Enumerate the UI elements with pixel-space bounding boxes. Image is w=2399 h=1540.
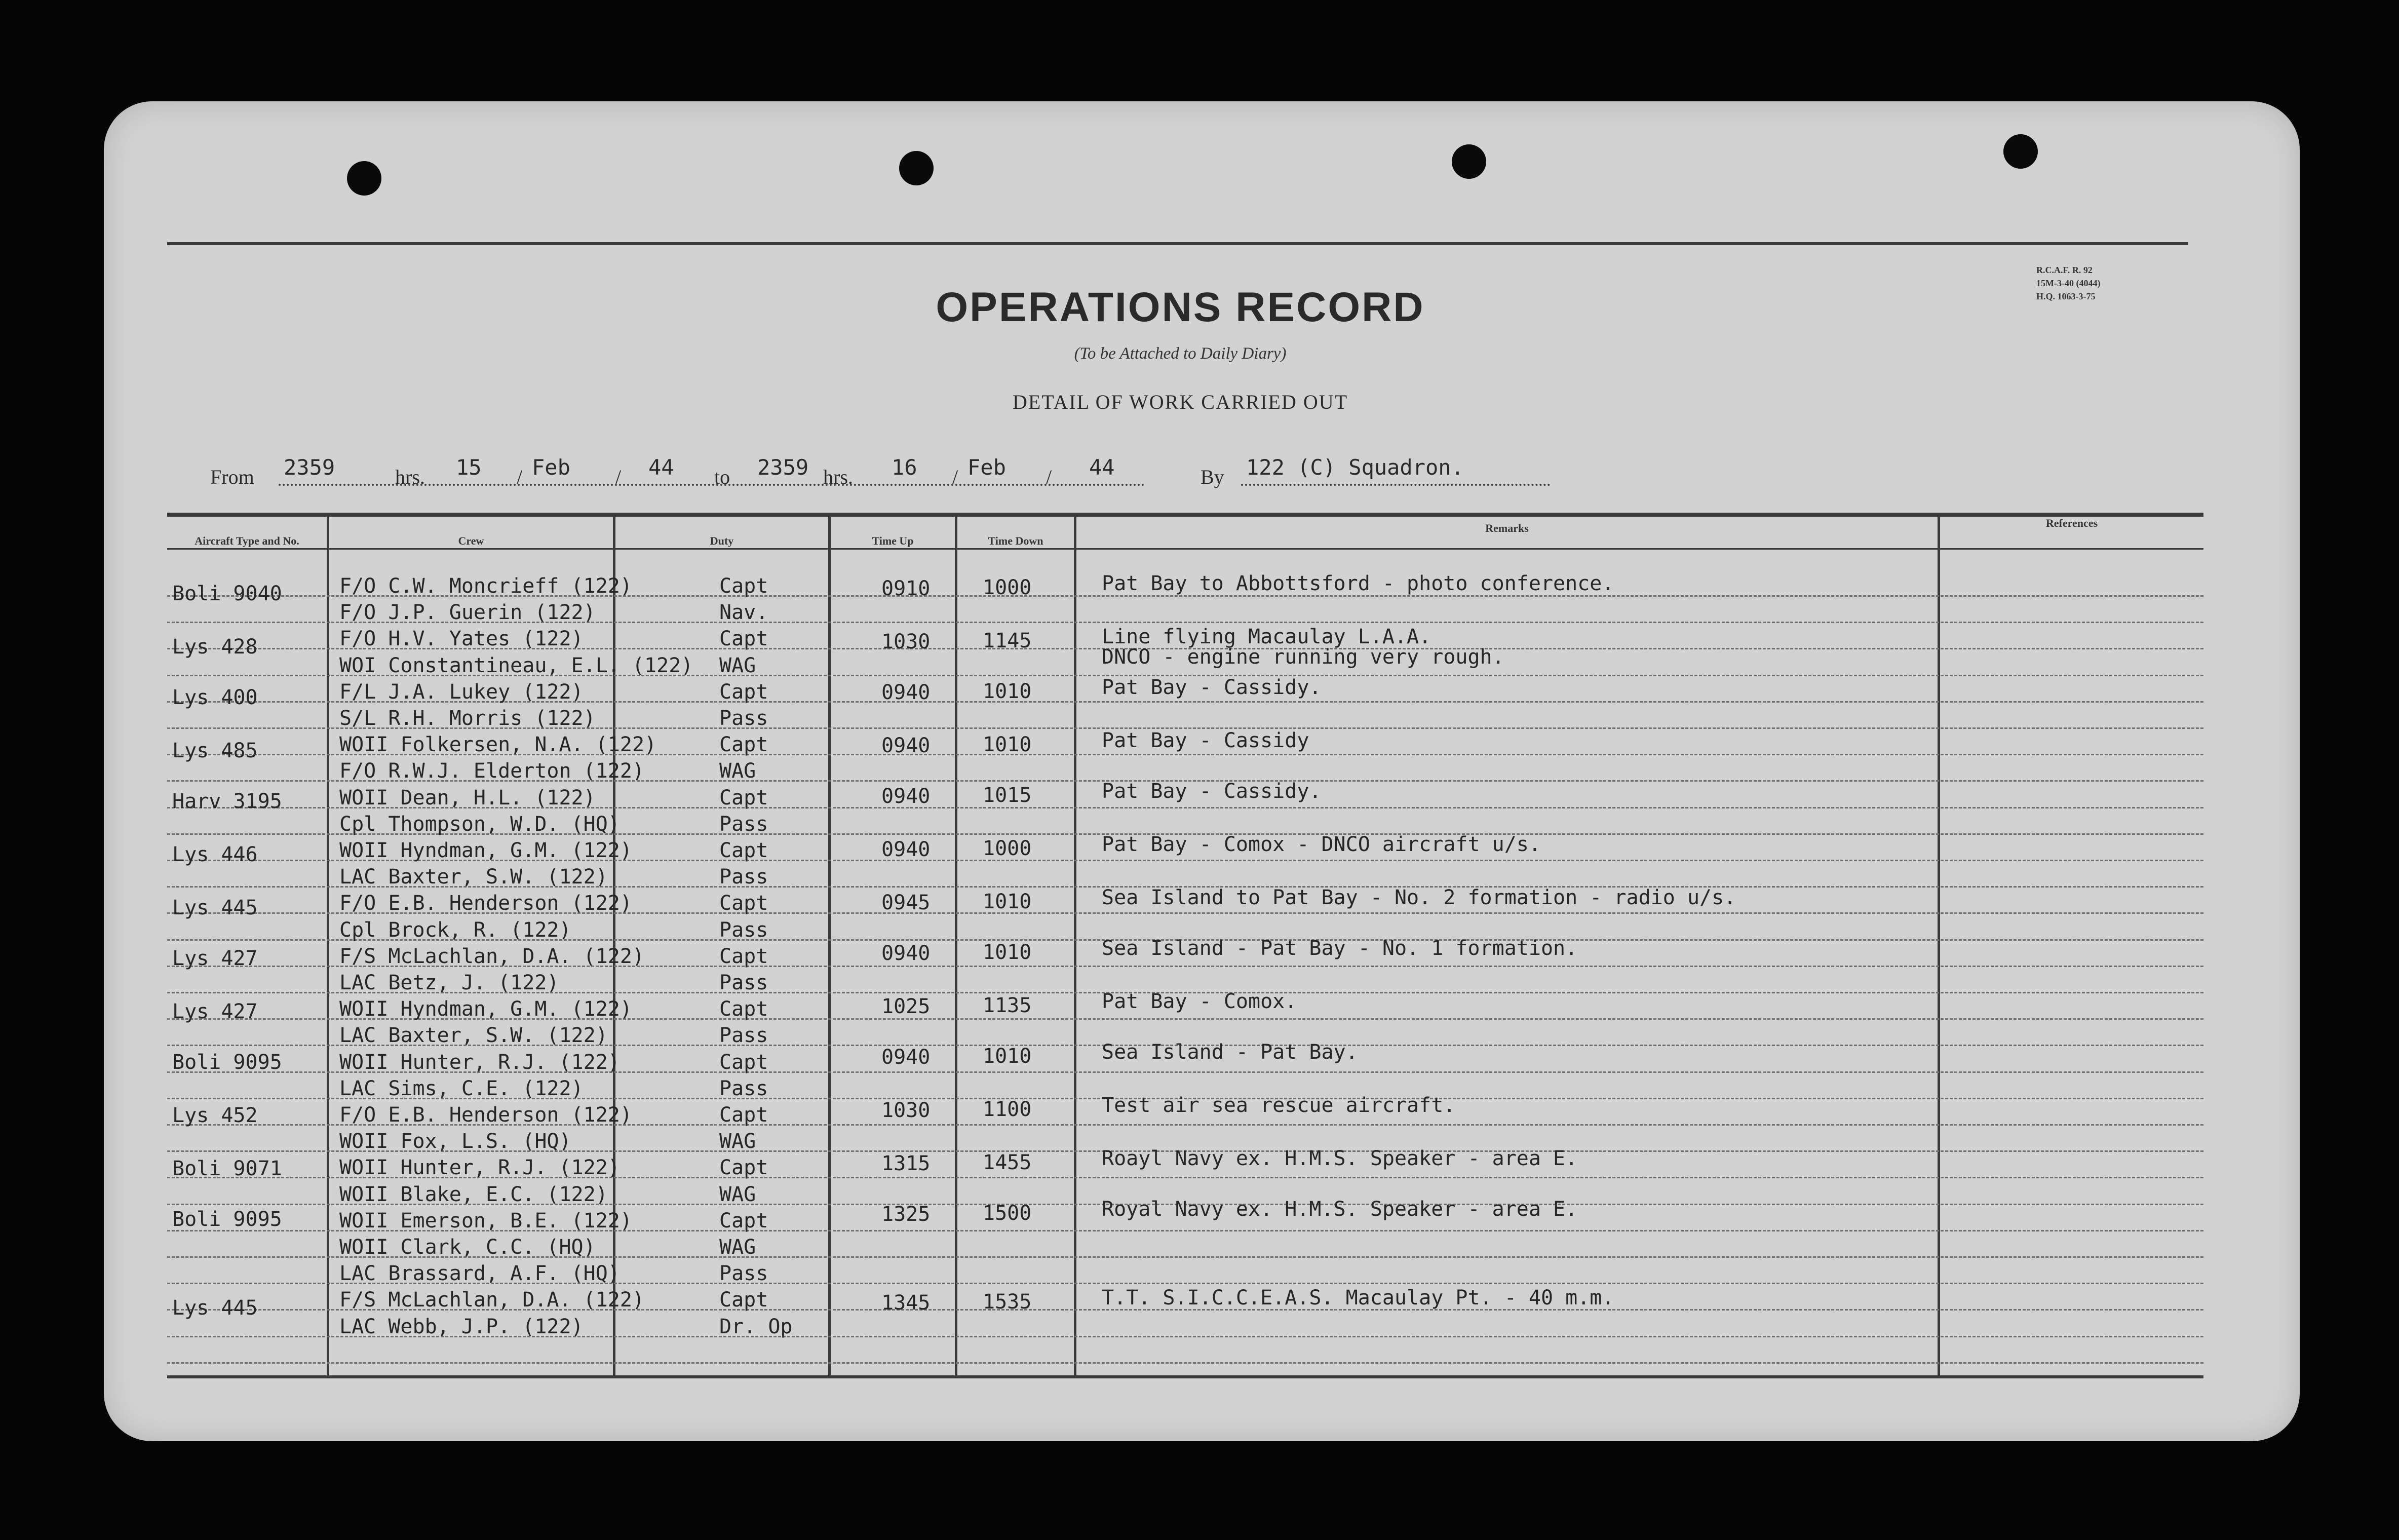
time-down: 1010 xyxy=(983,680,1032,703)
time-up: 1030 xyxy=(881,630,931,653)
from-year: 44 xyxy=(648,455,674,480)
slash: / xyxy=(517,466,523,488)
aircraft-label: Lys 427 xyxy=(172,947,258,970)
col-duty: Duty xyxy=(710,534,734,547)
column-divider xyxy=(955,517,957,1378)
crew-name: WOII Hunter, R.J. (122) xyxy=(339,1051,620,1074)
from-day: 15 xyxy=(456,455,482,480)
crew-name: WOII Dean, H.L. (122) xyxy=(339,786,596,810)
crew-name: LAC Brassard, A.F. (HQ) xyxy=(339,1262,620,1285)
aircraft-label: Lys 446 xyxy=(172,843,258,866)
form-number-line: 15M-3-40 (4044) xyxy=(2036,278,2101,288)
crew-name: F/L J.A. Lukey (122) xyxy=(339,680,584,704)
crew-duty: Capt xyxy=(719,892,768,915)
page-subtitle: (To be Attached to Daily Diary) xyxy=(1074,344,1287,363)
time-down: 1145 xyxy=(983,629,1032,652)
remarks: Pat Bay - Cassidy. xyxy=(1102,676,1322,699)
crew-duty: Capt xyxy=(719,1209,768,1233)
aircraft-label: Lys 428 xyxy=(172,635,258,659)
to-day: 16 xyxy=(892,455,917,480)
time-down: 1500 xyxy=(983,1202,1032,1225)
crew-duty: Nav. xyxy=(719,601,768,624)
remarks: Pat Bay - Comox - DNCO aircraft u/s. xyxy=(1102,833,1541,856)
by-label: By xyxy=(1201,466,1224,488)
binder-hole xyxy=(1452,144,1486,179)
time-down: 1010 xyxy=(983,890,1032,913)
remarks: T.T. S.I.C.C.E.A.S. Macaulay Pt. - 40 m.m. xyxy=(1102,1286,1614,1310)
crew-duty: WAG xyxy=(719,1183,756,1206)
col-references: References xyxy=(2045,517,2098,529)
binder-hole xyxy=(347,161,381,196)
column-divider xyxy=(1938,517,1940,1378)
col-crew: Crew xyxy=(458,534,484,547)
aircraft-label: Boli 9071 xyxy=(172,1157,282,1180)
crew-duty: Capt xyxy=(719,1156,768,1179)
remarks: Line flying Macaulay L.A.A. xyxy=(1102,625,1431,648)
crew-duty: Capt xyxy=(719,839,768,862)
crew-name: LAC Baxter, S.W. (122) xyxy=(339,1024,608,1047)
page-title: OPERATIONS RECORD xyxy=(936,284,1425,330)
crew-duty: Capt xyxy=(719,786,768,810)
from-time: 2359 xyxy=(284,455,335,480)
crew-duty: Pass xyxy=(719,1262,768,1285)
crew-duty: Capt xyxy=(719,1051,768,1074)
crew-name: WOI Constantineau, E.L. (122) xyxy=(339,654,693,677)
remarks: Royal Navy ex. H.M.S. Speaker - area E. xyxy=(1102,1198,1578,1221)
to-year: 44 xyxy=(1089,455,1115,480)
remarks: Test air sea rescue aircraft. xyxy=(1102,1094,1456,1117)
col-remarks: Remarks xyxy=(1485,522,1529,534)
time-up: 0940 xyxy=(881,681,931,704)
time-up: 0940 xyxy=(881,838,931,861)
col-aircraft: Aircraft Type and No. xyxy=(195,534,299,547)
col-time-up: Time Up xyxy=(872,534,914,547)
slash: / xyxy=(1046,466,1052,488)
crew-name: Cpl Thompson, W.D. (HQ) xyxy=(339,813,620,836)
time-down: 1015 xyxy=(983,784,1032,807)
crew-name: WOII Emerson, B.E. (122) xyxy=(339,1209,632,1233)
crew-name: WOII Folkersen, N.A. (122) xyxy=(339,733,657,756)
time-up: 0940 xyxy=(881,1046,931,1069)
crew-duty: Capt xyxy=(719,1103,768,1127)
crew-name: WOII Hyndman, G.M. (122) xyxy=(339,997,632,1021)
crew-duty: Pass xyxy=(719,707,768,730)
time-up: 1315 xyxy=(881,1152,931,1175)
crew-name: F/O E.B. Henderson (122) xyxy=(339,892,632,915)
aircraft-label: Boli 9095 xyxy=(172,1208,282,1231)
aircraft-label: Lys 485 xyxy=(172,739,258,762)
remarks: Sea Island - Pat Bay - No. 1 formation. xyxy=(1102,937,1578,960)
crew-duty: Pass xyxy=(719,918,768,942)
aircraft-label: Lys 427 xyxy=(172,1000,258,1023)
binder-hole xyxy=(899,151,934,185)
hrs-label: hrs. xyxy=(395,466,425,488)
crew-name: F/O R.W.J. Elderton (122) xyxy=(339,759,645,783)
form-number xyxy=(2036,263,2188,303)
crew-name: F/O C.W. Moncrieff (122) xyxy=(339,574,632,598)
remarks: DNCO - engine running very rough. xyxy=(1102,645,1504,669)
crew-name: F/S McLachlan, D.A. (122) xyxy=(339,945,645,968)
from-month: Feb xyxy=(532,455,570,480)
time-down: 1535 xyxy=(983,1290,1032,1314)
crew-name: WOII Fox, L.S. (HQ) xyxy=(339,1130,571,1153)
aircraft-label: Boli 9095 xyxy=(172,1051,282,1074)
time-up: 0940 xyxy=(881,734,931,757)
time-down: 1455 xyxy=(983,1151,1032,1174)
aircraft-label: Boli 9040 xyxy=(172,582,282,605)
crew-name: LAC Sims, C.E. (122) xyxy=(339,1077,584,1100)
crew-name: LAC Baxter, S.W. (122) xyxy=(339,865,608,889)
remarks: Pat Bay - Comox. xyxy=(1102,990,1297,1013)
crew-name: WOII Blake, E.C. (122) xyxy=(339,1183,608,1206)
crew-duty: Capt xyxy=(719,574,768,598)
time-down: 1135 xyxy=(983,994,1032,1017)
to-label: to xyxy=(714,466,730,488)
crew-duty: Pass xyxy=(719,1024,768,1047)
form-number-line: H.Q. 1063-3-75 xyxy=(2036,291,2096,301)
time-down: 1010 xyxy=(983,1045,1032,1068)
time-up: 0940 xyxy=(881,942,931,965)
crew-name: S/L R.H. Morris (122) xyxy=(339,707,596,730)
crew-duty: Capt xyxy=(719,1288,768,1312)
crew-duty: WAG xyxy=(719,1130,756,1153)
aircraft-label: Harv 3195 xyxy=(172,790,282,813)
remarks: Sea Island - Pat Bay. xyxy=(1102,1041,1358,1064)
col-time-down: Time Down xyxy=(988,534,1043,547)
crew-name: F/O H.V. Yates (122) xyxy=(339,627,584,650)
crew-duty: Pass xyxy=(719,971,768,994)
top-rule xyxy=(167,242,2188,245)
time-down: 1000 xyxy=(983,837,1032,860)
squadron: 122 (C) Squadron. xyxy=(1246,455,1464,480)
hrs-label: hrs. xyxy=(823,466,853,488)
time-down: 1010 xyxy=(983,733,1032,756)
crew-duty: WAG xyxy=(719,759,756,783)
table-bottom-rule xyxy=(167,1375,2203,1378)
column-divider xyxy=(828,517,831,1378)
to-month: Feb xyxy=(968,455,1006,480)
crew-duty: WAG xyxy=(719,654,756,677)
time-up: 1030 xyxy=(881,1099,931,1122)
crew-duty: WAG xyxy=(719,1236,756,1259)
time-up: 1345 xyxy=(881,1291,931,1315)
fill-line xyxy=(279,484,1145,486)
crew-name: WOII Clark, C.C. (HQ) xyxy=(339,1236,596,1259)
header-rule xyxy=(167,548,2203,550)
crew-duty: Capt xyxy=(719,997,768,1021)
row-separator xyxy=(167,1362,2203,1364)
form-number-line: R.C.A.F. R. 92 xyxy=(2036,265,2093,275)
crew-name: F/O E.B. Henderson (122) xyxy=(339,1103,632,1127)
from-label: From xyxy=(210,466,254,488)
aircraft-label: Lys 445 xyxy=(172,1296,258,1320)
crew-duty: Dr. Op xyxy=(719,1315,793,1338)
crew-name: F/O J.P. Guerin (122) xyxy=(339,601,596,624)
column-divider xyxy=(1074,517,1076,1378)
crew-duty: Pass xyxy=(719,865,768,889)
crew-duty: Capt xyxy=(719,945,768,968)
crew-name: WOII Hyndman, G.M. (122) xyxy=(339,839,632,862)
crew-name: LAC Betz, J. (122) xyxy=(339,971,559,994)
crew-duty: Capt xyxy=(719,733,768,756)
crew-name: WOII Hunter, R.J. (122) xyxy=(339,1156,620,1179)
crew-name: LAC Webb, J.P. (122) xyxy=(339,1315,584,1338)
crew-name: F/S McLachlan, D.A. (122) xyxy=(339,1288,645,1312)
table-top-rule xyxy=(167,513,2203,517)
crew-duty: Pass xyxy=(719,1077,768,1100)
detail-heading: DETAIL OF WORK CARRIED OUT xyxy=(1012,391,1348,413)
remarks: Sea Island to Pat Bay - No. 2 formation - radio u/s. xyxy=(1102,886,1736,909)
column-divider xyxy=(327,517,329,1378)
time-down: 1100 xyxy=(983,1098,1032,1121)
remarks: Pat Bay - Cassidy. xyxy=(1102,780,1322,803)
crew-duty: Capt xyxy=(719,680,768,704)
remarks: Pat Bay to Abbottsford - photo conference. xyxy=(1102,572,1614,595)
remarks: Roayl Navy ex. H.M.S. Speaker - area E. xyxy=(1102,1147,1578,1170)
fill-line xyxy=(1241,484,1550,486)
crew-name: Cpl Brock, R. (122) xyxy=(339,918,571,942)
aircraft-label: Lys 400 xyxy=(172,686,258,709)
binder-hole xyxy=(2003,134,2038,169)
slash: / xyxy=(952,466,958,488)
aircraft-label: Lys 445 xyxy=(172,896,258,919)
aircraft-label: Lys 452 xyxy=(172,1104,258,1127)
time-up: 0940 xyxy=(881,785,931,808)
time-down: 1010 xyxy=(983,941,1032,964)
slash: / xyxy=(615,466,622,488)
time-up: 1325 xyxy=(881,1203,931,1226)
time-up: 0910 xyxy=(881,577,931,600)
crew-duty: Capt xyxy=(719,627,768,650)
time-up: 1025 xyxy=(881,995,931,1018)
time-up: 0945 xyxy=(881,891,931,914)
crew-duty: Pass xyxy=(719,813,768,836)
to-time: 2359 xyxy=(757,455,809,480)
remarks: Pat Bay - Cassidy xyxy=(1102,729,1309,752)
time-down: 1000 xyxy=(983,576,1032,599)
